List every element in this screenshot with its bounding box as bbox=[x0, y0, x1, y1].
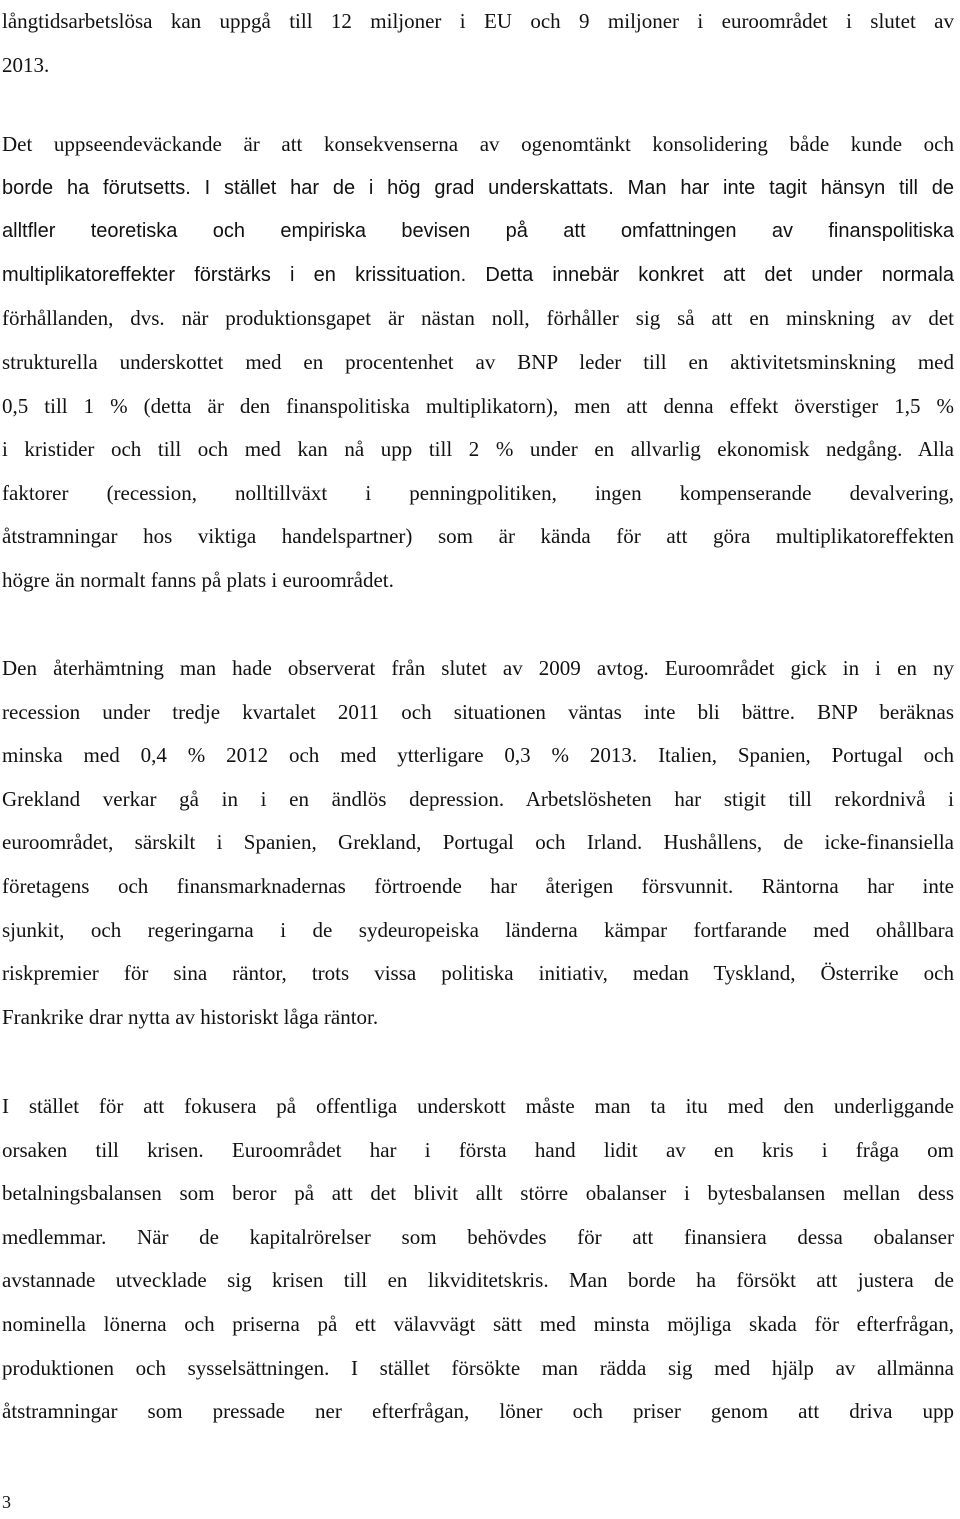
text-line: åtstramningar som pressade ner efterfrågan, löner och priser genom att driva upp bbox=[2, 1399, 954, 1424]
text-line: medlemmar. När de kapitalrörelser som behövdes för att finansiera dessa obalanser bbox=[2, 1224, 954, 1249]
text-line: avstannade utvecklade sig krisen till en likviditetskris. Man borde ha försökt att justera de bbox=[2, 1268, 954, 1293]
text-line: alltfler teoretiska och empiriska bevisen på att omfattningen av finanspolitiska bbox=[2, 220, 954, 243]
text-line: borde ha förutsetts. I stället har de i hög grad underskattats. Man har inte tagit hänsyn till de bbox=[2, 176, 954, 199]
text-line: 0,5 till 1 % (detta är den finanspolitiska multiplikatorn), men att denna effekt överstiger 1,5 % bbox=[2, 393, 954, 418]
text-line: Det uppseendeväckande är att konsekvenserna av ogenomtänkt konsolidering både kunde och bbox=[2, 132, 954, 156]
text-line: orsaken till krisen. Euroområdet har i första hand lidit av en kris i fråga om bbox=[2, 1137, 954, 1162]
text-line: Frankrike drar nytta av historiskt låga räntor. bbox=[2, 1004, 379, 1029]
text-line: 2013. bbox=[2, 52, 50, 77]
text-line: Den återhämtning man hade observerat från slutet av 2009 avtog. Euroområdet gick in i en ny bbox=[2, 656, 954, 680]
text-line: åtstramningar hos viktiga handelspartner) som är kända för att göra multiplikatoreffekten bbox=[2, 524, 954, 549]
text-line: faktorer (recession, nolltillväxt i penningpolitiken, ingen kompenserande devalvering, bbox=[2, 480, 954, 505]
text-line: multiplikatoreffekter förstärks i en krissituation. Detta innebär konkret att det under normala bbox=[2, 263, 954, 286]
text-line: I stället för att fokusera på offentliga underskott måste man ta itu med den underliggande bbox=[2, 1094, 954, 1118]
text-line: högre än normalt fanns på plats i euroområdet. bbox=[2, 567, 394, 592]
text-line: sjunkit, och regeringarna i de sydeuropeiska länderna kämpar fortfarande med ohållbara bbox=[2, 917, 954, 942]
text-line: företagens och finansmarknadernas förtroende har återigen försvunnit. Räntorna har inte bbox=[2, 873, 954, 898]
paragraph-2 bbox=[2, 123, 954, 603]
text-line: minska med 0,4 % 2012 och med ytterligare 0,3 % 2013. Italien, Spanien, Portugal och bbox=[2, 743, 954, 768]
text-line: strukturella underskottet med en procentenhet av BNP leder till en aktivitetsminskning med bbox=[2, 349, 954, 374]
text-line: recession under tredje kvartalet 2011 och situationen väntas inte bli bättre. BNP beräknas bbox=[2, 699, 954, 724]
text-line: i kristider och till och med kan nå upp till 2 % under en allvarlig ekonomisk nedgång. Alla bbox=[2, 437, 954, 462]
text-line: förhållanden, dvs. när produktionsgapet är nästan noll, förhåller sig så att en minskning av det bbox=[2, 306, 954, 331]
paragraph-4 bbox=[2, 1085, 954, 1434]
text-line: Grekland verkar gå in i en ändlös depression. Arbetslösheten har stigit till rekordnivå i bbox=[2, 786, 954, 811]
text-line: produktionen och sysselsättningen. I stället försökte man rädda sig med hjälp av allmänna bbox=[2, 1355, 954, 1380]
paragraph-1 bbox=[2, 0, 954, 87]
text-line: riskpremier för sina räntor, trots vissa politiska initiativ, medan Tyskland, Österrike och bbox=[2, 961, 954, 986]
text-line: nominella lönerna och priserna på ett välavvägt sätt med minsta möjliga skada för efterfrågan, bbox=[2, 1311, 954, 1336]
page-number: 3 bbox=[2, 1492, 11, 1512]
paragraph-3 bbox=[2, 647, 954, 1039]
text-line: betalningsbalansen som beror på att det blivit allt större obalanser i bytesbalansen mellan dess bbox=[2, 1181, 954, 1206]
text-line: euroområdet, särskilt i Spanien, Grekland, Portugal och Irland. Hushållens, de icke-finansiella bbox=[2, 830, 954, 855]
text-line: långtidsarbetslösa kan uppgå till 12 miljoner i EU och 9 miljoner i euroområdet i slutet av bbox=[2, 9, 954, 33]
